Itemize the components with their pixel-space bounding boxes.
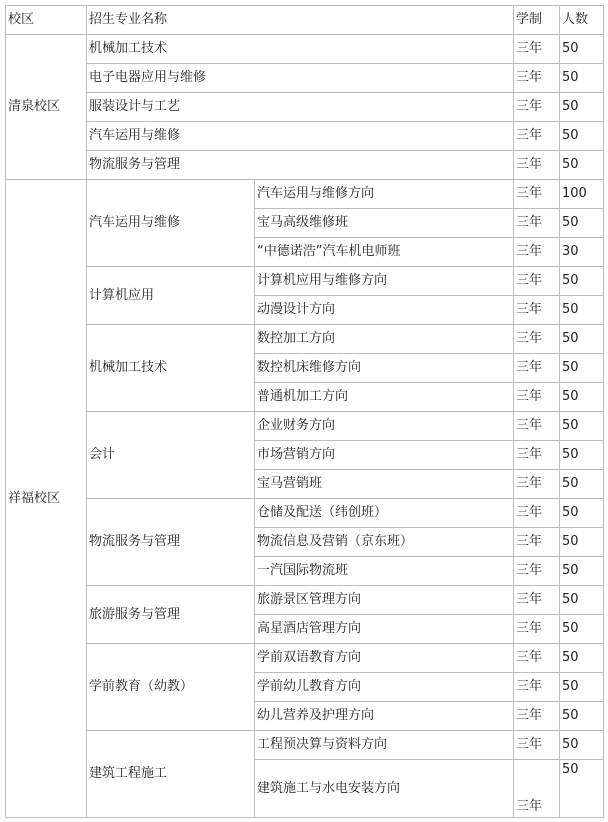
duration-cell: 三年 [514,267,560,296]
table-row [6,499,604,528]
duration-cell: 三年 [514,238,560,267]
direction-name: 动漫设计方向 [255,296,514,325]
duration-cell: 三年 [514,731,560,760]
table-row [6,64,604,93]
major-group: 机械加工技术 [87,325,255,412]
duration-cell: 三年 [514,296,560,325]
table-row [6,325,604,354]
duration-cell: 三年 [514,412,560,441]
count-cell: 50 [560,441,604,470]
table-row [6,180,604,209]
major-group: 汽车运用与维修 [87,180,255,267]
direction-name: 汽车运用与维修方向 [255,180,514,209]
campus-xiangfu: 祥福校区 [6,180,87,818]
major-group: 计算机应用 [87,267,255,325]
count-cell: 50 [560,383,604,412]
campus-qingquan: 清泉校区 [6,35,87,180]
count-cell: 50 [560,760,604,818]
header-campus: 校区 [6,6,87,35]
count-cell: 50 [560,325,604,354]
direction-name: 数控机床维修方向 [255,354,514,383]
direction-name: 幼儿营养及护理方向 [255,702,514,731]
duration-cell: 三年 [514,122,560,151]
count-cell: 50 [560,586,604,615]
direction-name: 物流信息及营销（京东班） [255,528,514,557]
count-cell: 50 [560,93,604,122]
table-row [6,122,604,151]
count-cell: 50 [560,412,604,441]
major-name: 电子电器应用与维修 [87,64,514,93]
count-cell: 30 [560,238,604,267]
duration-cell: 三年 [514,644,560,673]
header-count: 人数 [560,6,604,35]
duration-cell: 三年 [514,499,560,528]
duration-cell: 三年 [514,35,560,64]
direction-name: “中德诺浩”汽车机电师班 [255,238,514,267]
major-group: 旅游服务与管理 [87,586,255,644]
count-cell: 50 [560,151,604,180]
duration-cell: 三年 [514,615,560,644]
duration-cell: 三年 [514,180,560,209]
count-cell: 50 [560,731,604,760]
duration-cell: 三年 [514,586,560,615]
direction-name: 仓储及配送（纬创班） [255,499,514,528]
count-cell: 50 [560,209,604,238]
count-cell: 50 [560,35,604,64]
duration-cell: 三年 [514,354,560,383]
count-cell: 50 [560,499,604,528]
direction-name: 宝马高级维修班 [255,209,514,238]
major-group: 会计 [87,412,255,499]
major-name: 汽车运用与维修 [87,122,514,151]
direction-name: 普通机加工方向 [255,383,514,412]
duration-cell: 三年 [514,673,560,702]
major-name: 机械加工技术 [87,35,514,64]
direction-name: 高星酒店管理方向 [255,615,514,644]
duration-cell: 三年 [514,702,560,731]
header-duration: 学制 [514,6,560,35]
header-major: 招生专业名称 [87,6,514,35]
major-group: 物流服务与管理 [87,499,255,586]
table-row [6,151,604,180]
table-row [6,412,604,441]
direction-name: 宝马营销班 [255,470,514,499]
duration-cell: 三年 [514,760,560,818]
major-name: 物流服务与管理 [87,151,514,180]
count-cell: 50 [560,528,604,557]
count-cell: 50 [560,615,604,644]
count-cell: 50 [560,354,604,383]
direction-name: 建筑施工与水电安装方向 [255,760,514,818]
count-cell: 50 [560,296,604,325]
table-row [6,35,604,64]
major-group: 建筑工程施工 [87,731,255,818]
duration-cell: 三年 [514,383,560,412]
count-cell: 50 [560,470,604,499]
direction-name: 企业财务方向 [255,412,514,441]
duration-cell: 三年 [514,151,560,180]
duration-cell: 三年 [514,557,560,586]
direction-name: 市场营销方向 [255,441,514,470]
duration-cell: 三年 [514,470,560,499]
table-row [6,731,604,760]
direction-name: 旅游景区管理方向 [255,586,514,615]
direction-name: 工程预决算与资料方向 [255,731,514,760]
count-cell: 50 [560,122,604,151]
direction-name: 学前双语教育方向 [255,644,514,673]
direction-name: 学前幼儿教育方向 [255,673,514,702]
duration-cell: 三年 [514,325,560,354]
count-cell: 50 [560,64,604,93]
count-cell: 50 [560,644,604,673]
duration-cell: 三年 [514,528,560,557]
count-cell: 50 [560,267,604,296]
count-cell: 50 [560,673,604,702]
table-row [6,586,604,615]
duration-cell: 三年 [514,93,560,122]
direction-name: 计算机应用与维修方向 [255,267,514,296]
count-cell: 100 [560,180,604,209]
table-row [6,644,604,673]
duration-cell: 三年 [514,209,560,238]
duration-cell: 三年 [514,64,560,93]
enrollment-table [5,5,604,818]
count-cell: 50 [560,702,604,731]
count-cell: 50 [560,557,604,586]
direction-name: 数控加工方向 [255,325,514,354]
table-row [6,267,604,296]
table-row [6,93,604,122]
major-group: 学前教育（幼教） [87,644,255,731]
direction-name: 一汽国际物流班 [255,557,514,586]
major-name: 服装设计与工艺 [87,93,514,122]
header-row [6,6,604,35]
duration-cell: 三年 [514,441,560,470]
